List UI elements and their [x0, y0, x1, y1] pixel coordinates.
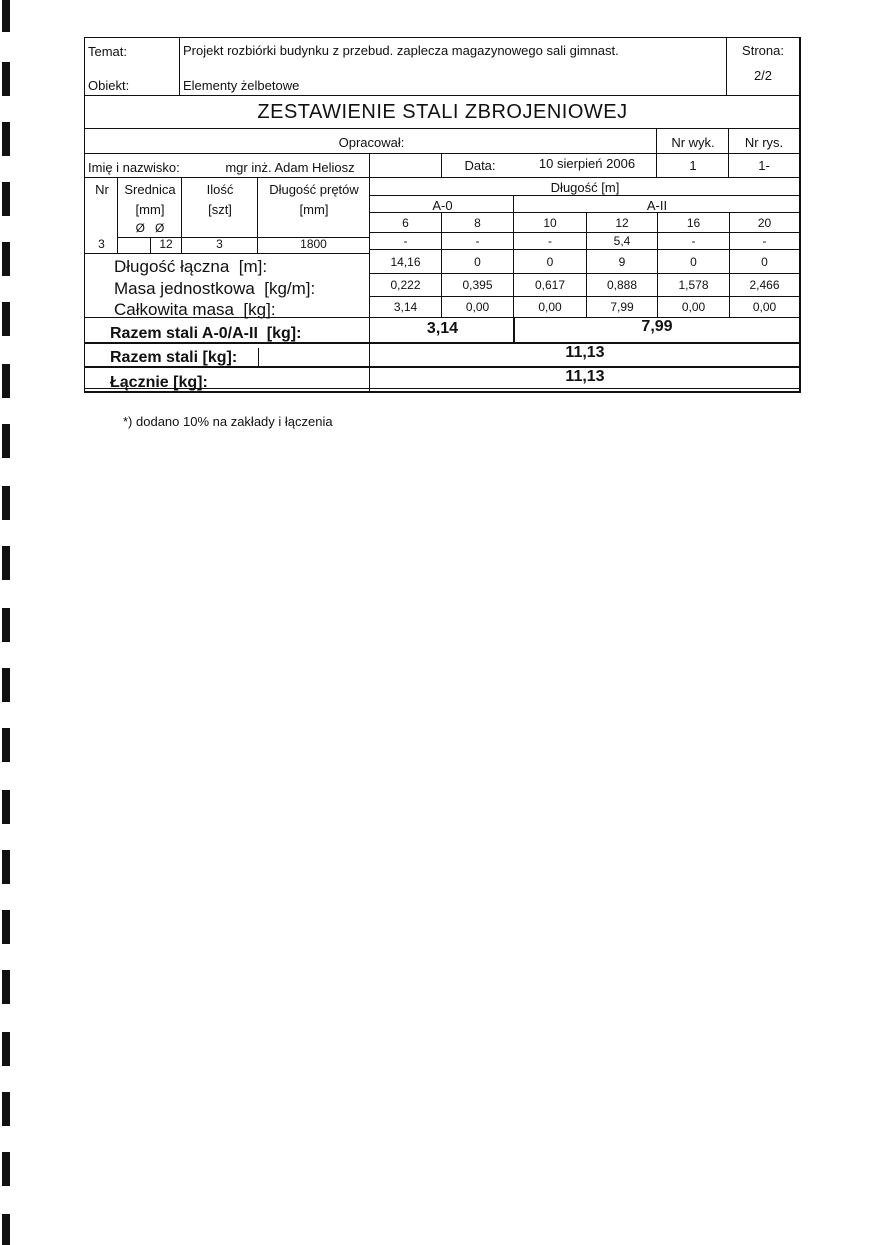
binder-mark [2, 608, 10, 642]
opracowal-label: Opracował: [338, 134, 405, 150]
diameter-header-3: 12 [615, 216, 629, 230]
lacznie-value: 11,13 [565, 368, 605, 385]
row-dlugosc-mm: 1800 [300, 237, 327, 251]
row-length-0: - [403, 234, 408, 248]
row-ilosc: 3 [216, 237, 223, 251]
dlugosc-laczna-1: 0 [474, 255, 481, 269]
binder-mark [2, 850, 10, 884]
col-nr: Nr [95, 181, 109, 197]
binder-mark [2, 424, 10, 458]
binder-mark [2, 790, 10, 824]
strona-label: Strona: [742, 42, 784, 58]
binder-mark [2, 1092, 10, 1126]
col-group-a2: A-II [646, 197, 668, 213]
col-srednica-symbols: Ø Ø [135, 221, 165, 235]
razem-stali-value: 11,13 [565, 344, 605, 361]
date-label: Data: [464, 157, 496, 173]
calkowita-masa-label: Całkowita masa [kg]: [114, 300, 276, 319]
nr-rys-value: 1- [758, 157, 770, 173]
temat-label: Temat: [88, 43, 128, 59]
binder-mark [2, 62, 10, 96]
obiekt-value: Elementy żelbetowe [183, 77, 300, 93]
row-length-3: 5,4 [613, 234, 631, 248]
razem-a0-value: 3,14 [426, 320, 459, 337]
dlugosc-laczna-label: Długość łączna [m]: [114, 257, 268, 276]
razem-stali-label: Razem stali [kg]: [110, 349, 238, 366]
masa-jednostkowa-3: 0,888 [606, 278, 638, 292]
diameter-header-4: 16 [686, 216, 701, 230]
grid-line [84, 37, 85, 391]
masa-jednostkowa-2: 0,617 [534, 278, 566, 292]
masa-jednostkowa-label: Masa jednostkowa [kg/m]: [114, 279, 316, 298]
col-ilosc: Ilość [206, 181, 234, 197]
binder-mark [2, 364, 10, 398]
col-dlugosc-group: Długość [m] [550, 179, 620, 195]
author-label: Imię i nazwisko: [88, 159, 180, 175]
masa-jednostkowa-5: 2,466 [749, 278, 780, 292]
date-value: 10 sierpień 2006 [538, 155, 636, 171]
row-length-1: - [475, 234, 480, 248]
grid-line [84, 253, 369, 254]
binder-mark [2, 668, 10, 702]
binder-mark [2, 970, 10, 1004]
binder-mark [2, 728, 10, 762]
diameter-header-5: 20 [757, 216, 772, 230]
calkowita-masa-3: 7,99 [610, 300, 634, 314]
author-name: mgr inż. Adam Heliosz [225, 159, 355, 175]
row-length-2: - [548, 234, 552, 248]
binder-mark [2, 122, 10, 156]
masa-jednostkowa-4: 1,578 [678, 278, 709, 292]
dlugosc-laczna-3: 9 [618, 255, 626, 269]
dlugosc-laczna-5: 0 [761, 255, 768, 269]
grid-line [369, 249, 801, 250]
lacznie-label: Łącznie [kg]: [110, 374, 208, 391]
masa-jednostkowa-1: 0,395 [462, 278, 493, 292]
grid-line [799, 37, 801, 391]
nr-rys-label: Nr rys. [744, 134, 784, 150]
col-dlugosc-pretow-unit: [mm] [299, 201, 329, 217]
binder-mark [2, 1032, 10, 1066]
row-nr: 3 [98, 237, 105, 251]
col-srednica: Srednica [124, 181, 176, 197]
binder-mark [2, 302, 10, 336]
razem-a2-value: 7,99 [641, 318, 673, 335]
strona-value: 2/2 [753, 67, 773, 83]
dlugosc-laczna-2: 0 [546, 255, 554, 269]
nr-wyk-label: Nr wyk. [671, 134, 715, 150]
binder-mark [2, 1214, 10, 1245]
binder-mark [2, 242, 10, 276]
dlugosc-laczna-4: 0 [690, 255, 697, 269]
calkowita-masa-1: 0,00 [465, 300, 490, 314]
col-dlugosc-pretow: Długość prętów [269, 181, 359, 197]
binder-mark [2, 182, 10, 216]
document-title: ZESTAWIENIE STALI ZBROJENIOWEJ [257, 100, 628, 123]
row-srednica-a0 [118, 235, 150, 253]
calkowita-masa-5: 0,00 [752, 300, 777, 314]
temat-value: Projekt rozbiórki budynku z przebud. zaplecza magazynowego sali gimnast. [183, 42, 619, 58]
binder-mark [2, 1152, 10, 1186]
col-srednica-unit: [mm] [135, 201, 165, 217]
grid-line [258, 348, 259, 366]
diameter-header-1: 8 [474, 216, 481, 230]
diameter-header-0: 6 [402, 216, 409, 230]
col-ilosc-unit: [szt] [208, 201, 232, 217]
diameter-header-2: 10 [543, 216, 557, 230]
binder-mark [2, 486, 10, 520]
row-length-4: - [691, 234, 696, 248]
binder-mark [2, 0, 10, 32]
calkowita-masa-0: 3,14 [393, 300, 418, 314]
row-length-5: - [762, 234, 767, 248]
binder-mark [2, 546, 10, 580]
binder-mark [2, 910, 10, 944]
dlugosc-laczna-0: 14,16 [390, 255, 421, 269]
calkowita-masa-4: 0,00 [681, 300, 706, 314]
row-srednica-a2: 12 [159, 237, 173, 251]
nr-wyk-value: 1 [689, 157, 697, 173]
masa-jednostkowa-0: 0,222 [390, 278, 421, 292]
obiekt-label: Obiekt: [88, 77, 130, 93]
razem-a-label: Razem stali A-0/A-II [kg]: [110, 325, 302, 342]
col-group-a0: A-0 [432, 197, 453, 213]
footnote: *) dodano 10% na zakłady i łączenia [123, 414, 333, 429]
calkowita-masa-2: 0,00 [538, 300, 562, 314]
grid-line [84, 128, 801, 129]
